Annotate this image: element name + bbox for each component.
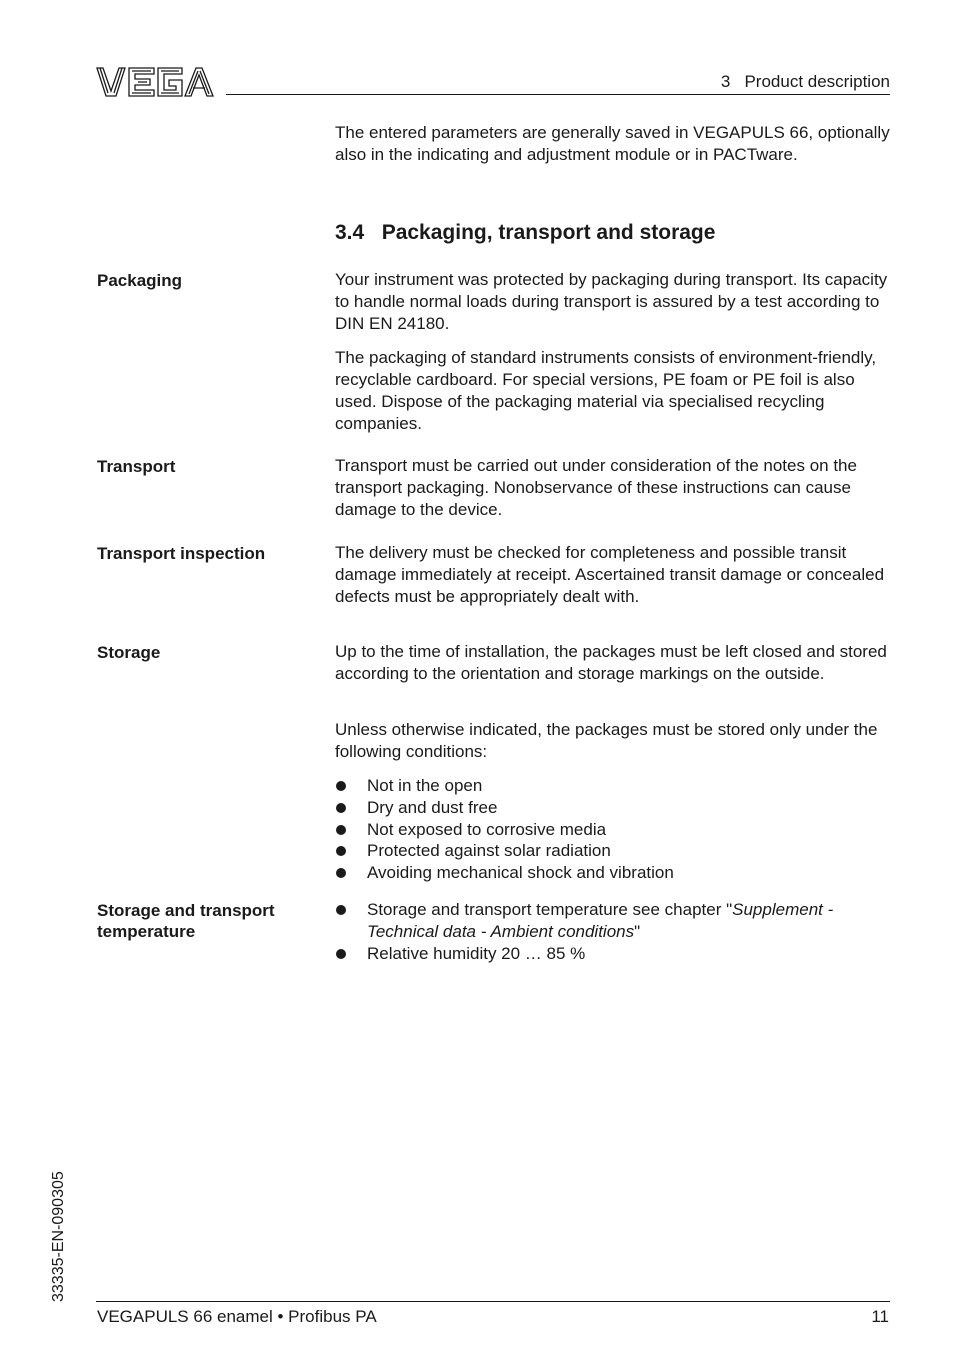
label-storage: Storage: [97, 643, 161, 662]
header-rule: [226, 94, 890, 95]
bullet-icon: [336, 781, 346, 791]
label-packaging: Packaging: [97, 271, 183, 290]
bullet-icon: [336, 949, 346, 959]
list-item: Storage and transport temperature see chapter "Supplement - Technical data - Ambient conditions": [335, 899, 895, 943]
list-item: Not exposed to corrosive media: [335, 819, 895, 841]
transport-paragraph: Transport must be carried out under consideration of the notes on the transport packaging. Nonobservance of these instructions can cause damage to the device.: [335, 456, 857, 519]
label-transport: Transport: [97, 457, 176, 476]
label-transport-inspection: Transport inspection: [97, 544, 266, 563]
inspection-paragraph: The delivery must be checked for completeness and possible transit damage immediately at receipt. Ascertained transit damage or concealed defects must be appropriately dealt with.: [335, 543, 885, 606]
bullet-icon: [336, 868, 346, 878]
document-code: 33335-EN-090305: [50, 1171, 67, 1302]
storage-paragraph-1: Up to the time of installation, the packages must be left closed and stored according to the orientation and storage markings on the outside.: [335, 642, 887, 683]
list-item: Relative humidity 20 … 85 %: [335, 943, 895, 965]
list-item: Avoiding mechanical shock and vibration: [335, 862, 895, 884]
bullet-icon: [336, 846, 346, 856]
temperature-list: [335, 899, 895, 964]
footer-rule: [96, 1301, 890, 1302]
list-item: Dry and dust free: [335, 797, 895, 819]
list-item: Not in the open: [335, 775, 895, 797]
intro-paragraph: The entered parameters are generally saved in VEGAPULS 66, optionally also in the indicating and adjustment module or in PACTware.: [335, 123, 890, 164]
section-heading: 3.4 Packaging, transport and storage: [335, 221, 716, 244]
bullet-icon: [336, 825, 346, 835]
storage-paragraph-2: Unless otherwise indicated, the packages must be stored only under the following conditions:: [335, 720, 878, 761]
list-item: Protected against solar radiation: [335, 840, 895, 862]
packaging-paragraph-1: Your instrument was protected by packaging during transport. Its capacity to handle normal loads during transport is assured by a test according to DIN EN 24180.: [335, 270, 888, 333]
packaging-paragraph-2: The packaging of standard instruments consists of environment-friendly, recyclable cardboard. For special versions, PE foam or PE foil is also used. Dispose of the packaging material via specialised recycling companies.: [335, 348, 877, 433]
vega-logo: [96, 66, 214, 98]
label-storage-transport-temperature: Storage and transport temperature: [97, 901, 275, 941]
footer-product: VEGAPULS 66 enamel • Profibus PA: [97, 1307, 377, 1326]
running-header: 3 Product description: [720, 72, 890, 91]
storage-conditions-list: [335, 775, 895, 884]
page-number: 11: [871, 1307, 889, 1326]
bullet-icon: [336, 803, 346, 813]
bullet-icon: [336, 905, 346, 915]
